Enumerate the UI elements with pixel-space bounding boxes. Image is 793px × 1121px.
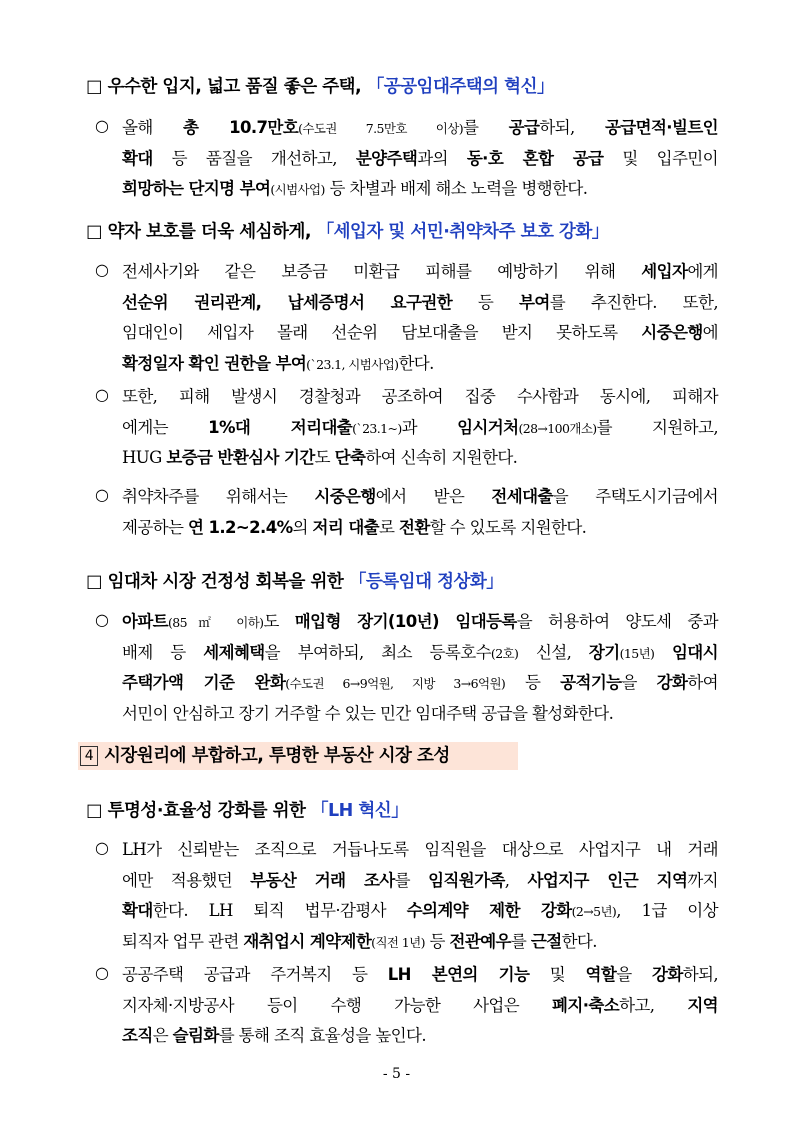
paragraph-line: 제공하는 연 1.2~2.4%의 저리 대출로 전환할 수 있도록 지원한다.	[122, 517, 587, 537]
paragraph-line: 지자체·지방공사 등이 수행 가능한 사업은 폐지·축소하고, 지역	[122, 995, 718, 1015]
bullet-marker: ○	[95, 838, 109, 857]
paragraph-line: LH가 신뢰받는 조직으로 거듭나도록 임직원을 대상으로 사업지구 내 거래	[122, 840, 718, 859]
paragraph-line: 확대한다. LH 퇴직 법무·감평사 수의계약 제한 강화(2→5년), 1급 이상	[122, 901, 718, 920]
paragraph-line: 확정일자 확인 권한을 부여(`23.1, 시범사업)한다.	[122, 353, 434, 373]
paragraph-line: 선순위 권리관계, 납세증명서 요구권한 등 부여를 추진한다. 또한,	[122, 292, 718, 312]
bullet-marker: ○	[95, 260, 109, 279]
heading-tenant-protection	[86, 218, 609, 243]
paragraph-line: 주택가액 기준 완화(수도권 6→9억원, 지방 3→6억원) 등 공적기능을 강화하여	[122, 673, 719, 692]
bullet-marker: ○	[95, 610, 109, 629]
heading-text: □ 우수한 입지, 넓고 품질 좋은 주택,	[86, 77, 367, 97]
heading-tag: 「LH 혁신」	[311, 801, 409, 821]
paragraph-line: 아파트(85㎡ 이하)도 매입형 장기(10년) 임대등록을 허용하여 양도세 중과	[122, 612, 719, 631]
heading-tag: 「등록임대 정상화」	[348, 572, 504, 592]
heading-text: □ 약자 보호를 더욱 세심하게,	[86, 222, 317, 242]
bullet-marker: ○	[95, 485, 109, 504]
paragraph-line: 취약차주를 위해서는 시중은행에서 받은 전세대출을 주택도시기금에서	[122, 487, 718, 506]
heading-tag: 「공공임대주택의 혁신」	[366, 77, 554, 97]
heading-tag: 「세입자 및 서민·취약차주 보호 강화」	[316, 222, 609, 242]
paragraph-line: 서민이 안심하고 장기 거주할 수 있는 민간 임대주택 공급을 활성화한다.	[122, 703, 614, 723]
bullet-marker: ○	[95, 385, 109, 404]
paragraph-line: 공공주택 공급과 주거복지 등 LH 본연의 기능 및 역할을 강화하되,	[122, 965, 719, 984]
paragraph-line: 희망하는 단지명 부여(시범사업) 등 차별과 배제 해소 노력을 병행한다.	[122, 179, 588, 198]
section-number: 4	[80, 746, 98, 766]
paragraph-line: 전세사기와 같은 보증금 미환급 피해를 예방하기 위해 세입자에게	[122, 262, 718, 281]
heading-lh-innovation	[86, 797, 408, 822]
heading-public-rental	[86, 73, 554, 98]
paragraph-line: 배제 등 세제혜택을 부여하되, 최소 등록호수(2호) 신설, 장기(15년) 임대시	[122, 642, 718, 662]
paragraph-line: 퇴직자 업무 관련 재취업시 계약제한(직전 1년) 등 전관예우를 근절한다.	[122, 931, 597, 951]
paragraph-line: 에게는 1%대 저리대출(`23.1~)과 임시거처(28→100개소)를 지원하고,	[122, 417, 718, 437]
section-heading-market	[78, 742, 518, 770]
bullet-marker: ○	[95, 116, 109, 135]
heading-text: □ 임대차 시장 건정성 회복을 위한	[86, 572, 349, 592]
paragraph-line: 또한, 피해 발생시 경찰청과 공조하여 집중 수사함과 동시에, 피해자	[122, 387, 718, 406]
bullet-marker: ○	[95, 963, 109, 982]
paragraph-line: 에만 적용했던 부동산 거래 조사를 임직원가족, 사업지구 인근 지역까지	[122, 870, 719, 890]
paragraph-line: 조직은 슬림화를 통해 조직 효율성을 높인다.	[122, 1026, 426, 1045]
paragraph-line: 확대 등 품질을 개선하고, 분양주택과의 동·호 혼합 공급 및 입주민이	[122, 148, 718, 168]
section-title: 시장원리에 부합하고, 투명한 부동산 시장 조성	[104, 746, 450, 766]
paragraph-line: 올해 총 10.7만호(수도권 7.5만호 이상)를 공급하되, 공급면적·빌트인	[122, 118, 718, 137]
paragraph-line: 임대인이 세입자 몰래 선순위 담보대출을 받지 못하도록 시중은행에	[122, 323, 718, 342]
paragraph-line: HUG 보증금 반환심사 기간도 단축하여 신속히 지원한다.	[122, 448, 518, 467]
page-number: - 5 -	[382, 1066, 411, 1082]
heading-text: □ 투명성·효율성 강화를 위한	[86, 801, 312, 821]
heading-registered-rental	[86, 568, 503, 593]
